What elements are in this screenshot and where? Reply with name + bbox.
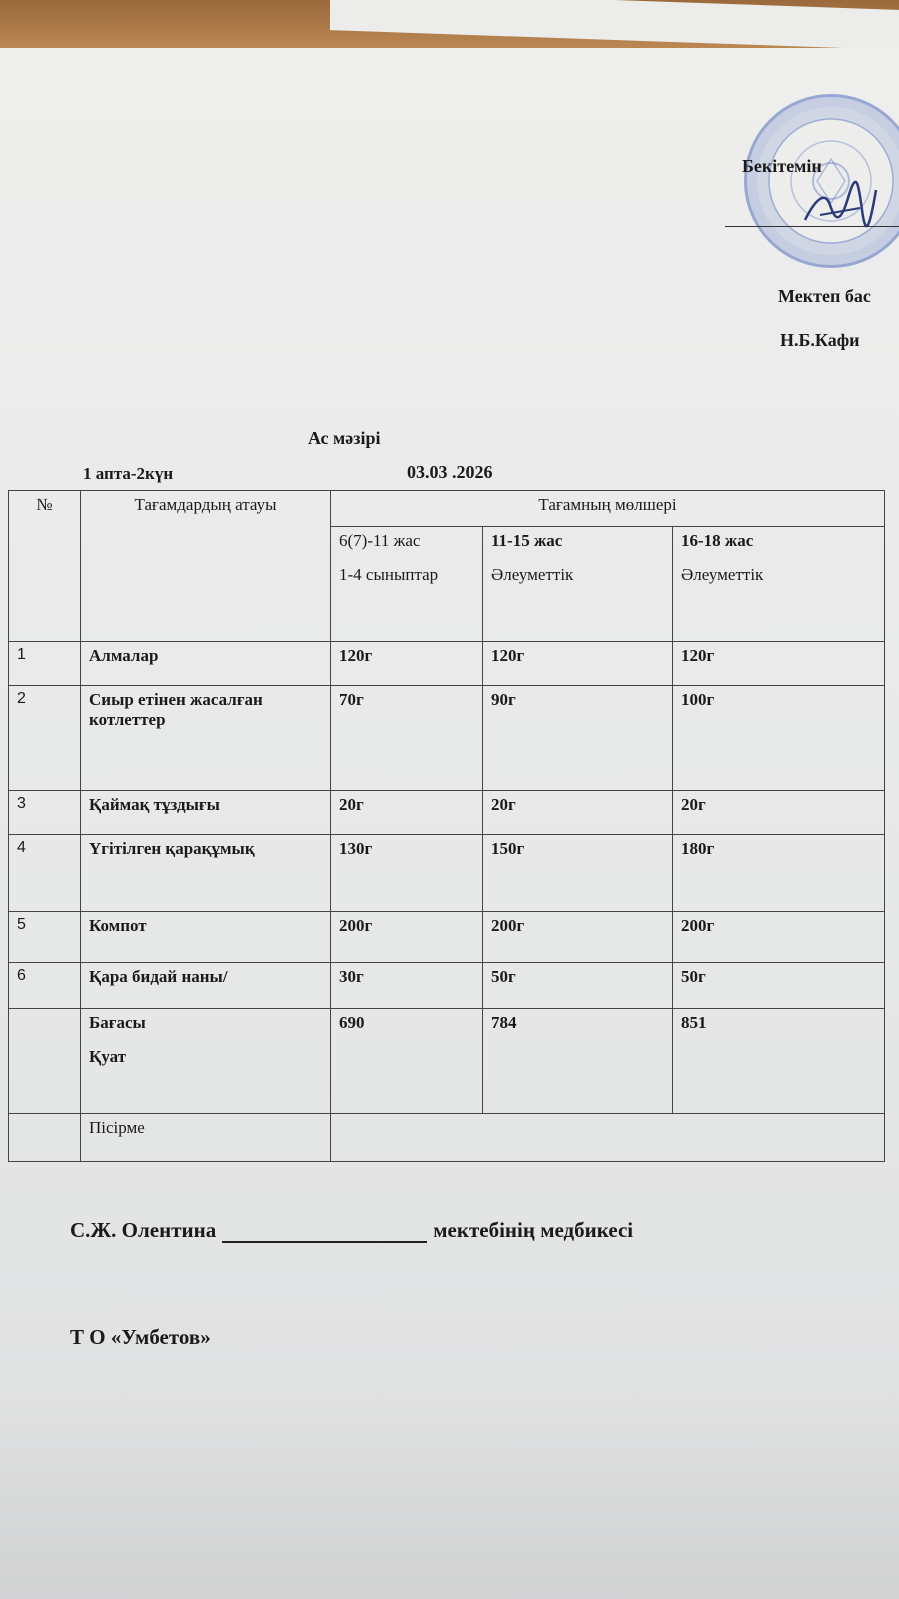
quantity-age-1: 130г bbox=[331, 834, 483, 912]
dish-name: Қара бидай наны/ bbox=[81, 962, 331, 1008]
price-age-2: 784 bbox=[483, 1008, 673, 1113]
price-age-1: 690 bbox=[331, 1008, 483, 1113]
price-label: Бағасы bbox=[89, 1012, 146, 1032]
quantity-age-2: 150г bbox=[483, 834, 673, 912]
baking-row-number bbox=[9, 1113, 81, 1161]
quantity-age-2: 20г bbox=[483, 790, 673, 834]
age-group-3-label: Әлеуметтік bbox=[681, 564, 764, 584]
table-row bbox=[9, 790, 885, 834]
energy-label: Қуат bbox=[89, 1046, 127, 1066]
quantity-age-1: 200г bbox=[331, 912, 483, 962]
menu-table bbox=[8, 490, 885, 1162]
age-group-2-label: Әлеуметтік bbox=[491, 564, 574, 584]
quantity-age-1: 70г bbox=[331, 686, 483, 791]
price-row bbox=[9, 1008, 885, 1113]
principal-name: Н.Б.Кафи bbox=[780, 330, 860, 350]
table-row bbox=[9, 912, 885, 962]
age-group-1 bbox=[331, 526, 483, 641]
quantity-age-2: 200г bbox=[483, 912, 673, 962]
dish-name: Алмалар bbox=[81, 641, 331, 685]
approve-label: Бекітемін bbox=[742, 156, 822, 176]
quantity-age-1: 20г bbox=[331, 790, 483, 834]
baking-row bbox=[9, 1113, 885, 1161]
quantity-age-3: 20г bbox=[673, 790, 885, 834]
age-group-1-label: 1-4 сыныптар bbox=[339, 564, 439, 584]
week-day: 1 апта-2күн bbox=[83, 464, 174, 483]
signature-blank bbox=[222, 1241, 427, 1243]
quantity-age-2: 90г bbox=[483, 686, 673, 791]
price-row-number bbox=[9, 1008, 81, 1113]
dish-name: Үгітілген қарақұмық bbox=[81, 834, 331, 912]
row-number: 3 bbox=[9, 790, 81, 834]
table-row bbox=[9, 641, 885, 685]
quantity-age-2: 120г bbox=[483, 641, 673, 685]
dish-name: Компот bbox=[81, 912, 331, 962]
principal-title: Мектеп бас bbox=[778, 286, 871, 306]
age-group-1-age: 6(7)-11 жас bbox=[339, 530, 421, 550]
quantity-age-3: 180г bbox=[673, 834, 885, 912]
quantity-age-2: 50г bbox=[483, 962, 673, 1008]
nurse-signature-line bbox=[70, 1218, 633, 1243]
price-energy-labels bbox=[81, 1008, 331, 1113]
quantity-age-3: 50г bbox=[673, 962, 885, 1008]
nurse-role: мектебінің медбикесі bbox=[433, 1218, 634, 1242]
table-row bbox=[9, 962, 885, 1008]
row-number: 6 bbox=[9, 962, 81, 1008]
approval-signature-line bbox=[725, 226, 899, 227]
dish-name: Сиыр етінен жасалған котлеттер bbox=[81, 686, 331, 791]
table-row bbox=[9, 834, 885, 912]
quantity-age-1: 120г bbox=[331, 641, 483, 685]
dish-name: Қаймақ тұздығы bbox=[81, 790, 331, 834]
row-number: 5 bbox=[9, 912, 81, 962]
nurse-name: С.Ж. Олентина bbox=[70, 1218, 217, 1242]
price-age-3: 851 bbox=[673, 1008, 885, 1113]
baking-value bbox=[331, 1113, 885, 1161]
menu-title: Ас мәзірі bbox=[308, 428, 381, 448]
quantity-age-3: 100г bbox=[673, 686, 885, 791]
age-group-2-age: 11-15 жас bbox=[491, 530, 563, 550]
age-group-3-age: 16-18 жас bbox=[681, 530, 754, 550]
row-number: 1 bbox=[9, 641, 81, 685]
table-row bbox=[9, 686, 885, 791]
paper-shadow bbox=[0, 1380, 899, 1599]
row-number: 4 bbox=[9, 834, 81, 912]
quantity-age-3: 200г bbox=[673, 912, 885, 962]
header-dish-name: Тағамдардың атауы bbox=[81, 491, 331, 642]
quantity-age-1: 30г bbox=[331, 962, 483, 1008]
quantity-age-3: 120г bbox=[673, 641, 885, 685]
baking-label: Пісірме bbox=[81, 1113, 331, 1161]
menu-date: 03.03 .2026 bbox=[407, 462, 493, 482]
signature-image bbox=[800, 170, 880, 240]
row-number: 2 bbox=[9, 686, 81, 791]
cook-name: Т О «Умбетов» bbox=[70, 1325, 211, 1349]
age-group-3 bbox=[673, 526, 885, 641]
header-number: № bbox=[9, 491, 81, 642]
header-quantity: Тағамның мөлшері bbox=[331, 491, 885, 527]
age-group-2 bbox=[483, 526, 673, 641]
